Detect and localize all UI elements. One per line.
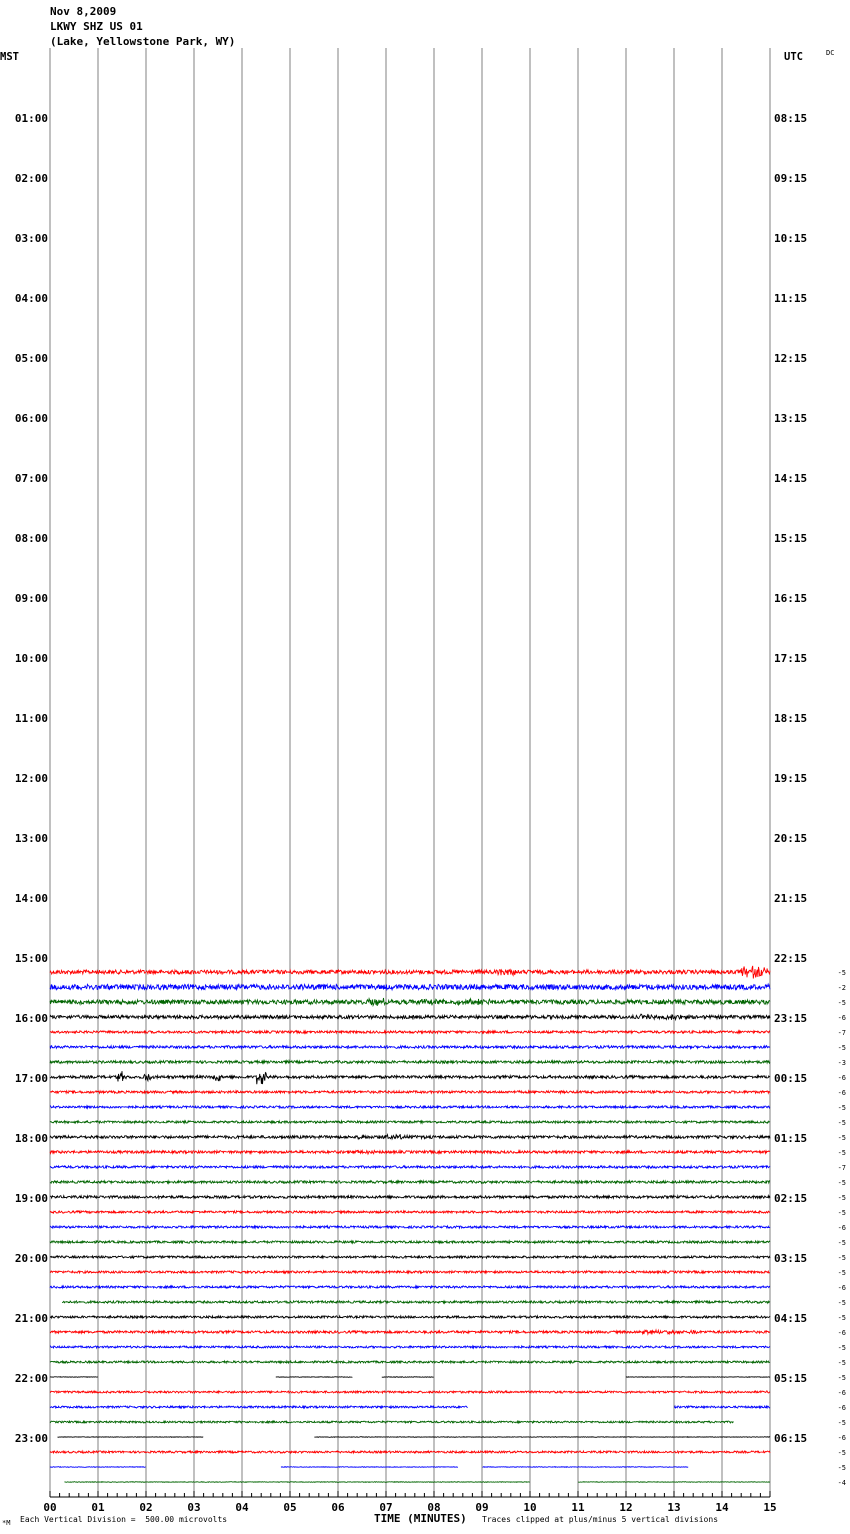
clip-value-label: -5 <box>837 1269 846 1277</box>
left-hour-label: 06:00 <box>14 412 48 425</box>
right-hour-label: 11:15 <box>774 292 808 305</box>
clip-value-label: -5 <box>837 1464 846 1472</box>
location-label: (Lake, Yellowstone Park, WY) <box>50 35 236 48</box>
trace-line-blue <box>50 1166 770 1168</box>
clip-value-label: -5 <box>837 1104 846 1112</box>
right-hour-label: 10:15 <box>774 232 808 245</box>
station-label: LKWY SHZ US 01 <box>50 20 143 33</box>
clip-value-label: -5 <box>837 1254 846 1262</box>
trace-line-green <box>50 998 770 1006</box>
trace-line-green <box>50 1121 770 1123</box>
clip-value-label: -5 <box>837 1359 846 1367</box>
clip-value-label: -2 <box>837 984 846 992</box>
right-hour-label: 20:15 <box>774 832 808 845</box>
right-hour-label: 21:15 <box>774 892 808 905</box>
clip-value-label: -5 <box>837 1209 846 1217</box>
left-hour-label: 03:00 <box>14 232 48 245</box>
left-hour-label: 21:00 <box>14 1312 48 1325</box>
trace-line-blue <box>50 1346 770 1348</box>
x-tick-label: 10 <box>523 1501 537 1514</box>
trace-line-red <box>50 1211 770 1213</box>
clip-value-label: -5 <box>837 1299 846 1307</box>
right-hour-label: 23:15 <box>774 1012 808 1025</box>
left-hour-label: 13:00 <box>14 832 48 845</box>
left-hour-label: 23:00 <box>14 1432 48 1445</box>
right-hour-label: 14:15 <box>774 472 808 485</box>
clip-value-label: -5 <box>837 1374 846 1382</box>
clip-value-label: -5 <box>837 1179 846 1187</box>
right-hour-label: 19:15 <box>774 772 808 785</box>
x-tick-label: 00 <box>43 1501 57 1514</box>
clip-value-label: -6 <box>837 1074 846 1082</box>
left-hour-label: 09:00 <box>14 592 48 605</box>
clip-caption: Traces clipped at plus/minus 5 vertical divisions <box>482 1515 719 1524</box>
left-hour-label: 12:00 <box>14 772 48 785</box>
corner-tag: DC <box>826 49 835 57</box>
left-timezone-label: MST <box>0 51 19 63</box>
chart-traces <box>50 966 770 1482</box>
left-hour-label: 17:00 <box>14 1072 48 1085</box>
left-hour-label: 14:00 <box>14 892 48 905</box>
clip-value-label: -5 <box>837 1419 846 1427</box>
clip-value-label: -3 <box>837 1059 846 1067</box>
corner-mark: *M <box>2 1519 11 1527</box>
clip-value-label: -5 <box>837 1239 846 1247</box>
chart-labels <box>15 112 846 1514</box>
x-axis-title: TIME (MINUTES) <box>374 1512 467 1525</box>
trace-line-black <box>50 1071 770 1084</box>
right-hour-label: 17:15 <box>774 652 808 665</box>
trace-line-red <box>50 1391 770 1393</box>
x-tick-label: 13 <box>667 1501 681 1514</box>
right-hour-label: 16:15 <box>774 592 808 605</box>
clip-value-label: -6 <box>837 1224 846 1232</box>
x-tick-label: 06 <box>331 1501 345 1514</box>
right-hour-label: 01:15 <box>774 1132 808 1145</box>
left-hour-label: 15:00 <box>14 952 48 965</box>
clip-value-label: -6 <box>837 1329 846 1337</box>
clip-value-label: -7 <box>837 1164 846 1172</box>
trace-line-red <box>50 1091 770 1093</box>
trace-line-green <box>64 1482 770 1483</box>
trace-line-black <box>58 1437 771 1438</box>
x-tick-label: 11 <box>571 1501 585 1514</box>
right-hour-label: 04:15 <box>774 1312 808 1325</box>
clip-value-label: -6 <box>837 1389 846 1397</box>
clip-value-label: -5 <box>837 1344 846 1352</box>
clip-value-label: -6 <box>837 1014 846 1022</box>
trace-line-blue <box>50 1046 770 1049</box>
trace-line-black <box>50 1256 770 1258</box>
right-hour-label: 08:15 <box>774 112 808 125</box>
x-tick-label: 12 <box>619 1501 633 1514</box>
chart-grid <box>50 48 770 1497</box>
clip-value-label: -5 <box>837 1314 846 1322</box>
trace-line-green <box>62 1301 770 1303</box>
right-hour-label: 03:15 <box>774 1252 808 1265</box>
clip-value-label: -5 <box>837 969 846 977</box>
x-tick-label: 02 <box>139 1501 153 1514</box>
right-hour-label: 15:15 <box>774 532 808 545</box>
right-hour-label: 06:15 <box>774 1432 808 1445</box>
clip-value-label: -7 <box>837 1029 846 1037</box>
trace-line-blue <box>50 1106 770 1108</box>
left-hour-label: 18:00 <box>14 1132 48 1145</box>
trace-line-blue <box>50 1226 770 1228</box>
clip-value-label: -5 <box>837 1044 846 1052</box>
x-tick-label: 07 <box>379 1501 393 1514</box>
trace-line-blue <box>50 1286 770 1288</box>
clip-value-label: -4 <box>837 1479 846 1487</box>
date-label: Nov 8,2009 <box>50 5 117 18</box>
trace-line-green <box>50 1061 770 1064</box>
trace-line-black <box>50 1316 770 1318</box>
trace-line-red <box>50 1451 770 1453</box>
x-tick-label: 01 <box>91 1501 105 1514</box>
left-hour-label: 07:00 <box>14 472 48 485</box>
right-hour-label: 02:15 <box>774 1192 808 1205</box>
x-tick-label: 05 <box>283 1501 297 1514</box>
right-hour-label: 13:15 <box>774 412 808 425</box>
left-hour-label: 02:00 <box>14 172 48 185</box>
left-hour-label: 08:00 <box>14 532 48 545</box>
x-tick-label: 03 <box>187 1501 201 1514</box>
x-tick-label: 08 <box>427 1501 441 1514</box>
clip-value-label: -6 <box>837 1284 846 1292</box>
right-hour-label: 12:15 <box>774 352 808 365</box>
trace-line-red <box>50 1330 770 1334</box>
x-tick-label: 09 <box>475 1501 489 1514</box>
trace-line-blue <box>50 1467 770 1468</box>
right-hour-label: 18:15 <box>774 712 808 725</box>
x-tick-label: 14 <box>715 1501 729 1514</box>
right-hour-label: 09:15 <box>774 172 808 185</box>
clip-value-label: -6 <box>837 1404 846 1412</box>
trace-line-blue <box>50 984 770 989</box>
left-hour-label: 11:00 <box>14 712 48 725</box>
trace-line-red <box>50 1150 770 1154</box>
left-hour-label: 01:00 <box>14 112 48 125</box>
clip-value-label: -5 <box>837 1449 846 1457</box>
clip-value-label: -5 <box>837 999 846 1007</box>
left-hour-label: 04:00 <box>14 292 48 305</box>
clip-value-label: -5 <box>837 1149 846 1157</box>
x-tick-label: 15 <box>763 1501 777 1514</box>
trace-line-black <box>50 1377 770 1378</box>
trace-line-green <box>50 1421 770 1423</box>
right-timezone-label: UTC <box>784 51 803 63</box>
right-hour-label: 22:15 <box>774 952 808 965</box>
trace-line-red <box>50 1031 770 1033</box>
left-hour-label: 22:00 <box>14 1372 48 1385</box>
trace-line-black <box>50 1014 770 1020</box>
right-hour-label: 05:15 <box>774 1372 808 1385</box>
left-hour-label: 16:00 <box>14 1012 48 1025</box>
clip-value-label: -6 <box>837 1089 846 1097</box>
clip-value-label: -5 <box>837 1194 846 1202</box>
right-hour-label: 00:15 <box>774 1072 808 1085</box>
left-hour-label: 19:00 <box>14 1192 48 1205</box>
trace-line-black <box>50 1135 770 1139</box>
trace-line-black <box>50 1196 770 1199</box>
trace-line-green <box>50 1361 770 1363</box>
clip-value-label: -5 <box>837 1119 846 1127</box>
scale-caption: Each Vertical Division = 500.00 microvolts <box>20 1515 228 1524</box>
left-hour-label: 20:00 <box>14 1252 48 1265</box>
trace-line-red <box>50 1271 770 1273</box>
clip-value-label: -5 <box>837 1134 846 1142</box>
trace-line-blue <box>50 1406 770 1408</box>
trace-line-green <box>50 1181 770 1183</box>
x-tick-label: 04 <box>235 1501 249 1514</box>
trace-line-red <box>50 966 770 979</box>
trace-line-green <box>50 1241 770 1243</box>
left-hour-label: 10:00 <box>14 652 48 665</box>
clip-value-label: -6 <box>837 1434 846 1442</box>
left-hour-label: 05:00 <box>14 352 48 365</box>
